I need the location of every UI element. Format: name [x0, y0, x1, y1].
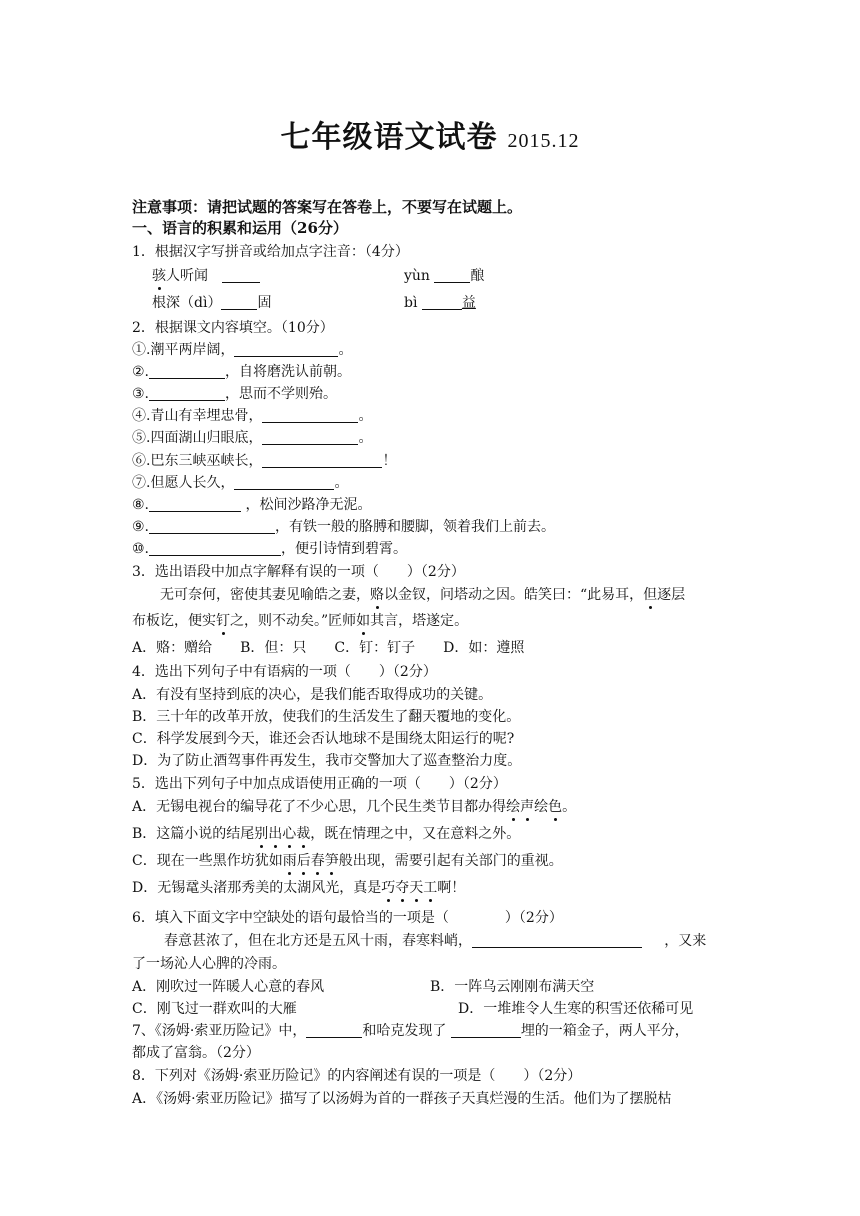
q2-item-4: ④.青山有幸埋忠骨， 。	[132, 408, 373, 424]
q3-stem: 3．选出语段中加点字解释有误的一项（ ）（2分）	[132, 564, 465, 580]
q5-option-c: C．现在一些黑作坊犹如雨后春笋般出现，需要引起有关部门的重视。	[132, 853, 563, 869]
q7-line-1: 7、《汤姆·索亚历险记》中， 和哈克发现了 埋的一箱金子，两人平分，	[132, 1023, 689, 1039]
q1-b-pinyin: yùn	[404, 268, 430, 284]
q2-item-2: ②. ，自将磨洗认前朝。	[132, 364, 352, 380]
q6-passage-2: 了一场沁人心脾的冷雨。	[132, 956, 286, 972]
q1-b-char: 酿	[470, 268, 485, 284]
q6-option-c: C．刚飞过一群欢叫的大雁	[132, 1001, 297, 1017]
q8-stem: 8．下列对《汤姆·索亚历险记》的内容阐述有误的一项是（ ）（2分）	[132, 1068, 582, 1084]
title-main: 七年级语文试卷	[280, 120, 498, 155]
q5-option-d: D．无锡鼋头渚那秀美的太湖风光，真是巧夺天工啊！	[132, 880, 466, 896]
q1-d	[404, 293, 860, 313]
q1-d-char: 益	[461, 295, 476, 311]
q6-option-a: A．刚吹过一阵暖人心意的春风	[132, 979, 325, 995]
q5-stem: 5．选出下列句子中加点成语使用正确的一项（ ）（2分）	[132, 776, 507, 792]
q6-passage-1: 春意甚浓了，但在北方还是五风十雨，春寒料峭， ，又来	[164, 933, 707, 949]
q4-stem: 4．选出下列句子中有语病的一项（ ）（2分）	[132, 664, 437, 680]
q1-a-word: 骇人听闻	[152, 268, 208, 284]
q1-d-blank	[422, 294, 462, 310]
q5-option-b: B．这篇小说的结尾别出心裁，既在情理之中，又在意料之外。	[132, 826, 521, 842]
q1-a-blank	[222, 267, 260, 283]
q2-item-10: ⑩. ，便引诗情到碧霄。	[132, 541, 408, 557]
q1-b-blank	[434, 267, 470, 283]
q1-c-char: 固	[257, 295, 272, 311]
q1-c-blank	[221, 294, 257, 310]
q1-b	[404, 266, 860, 286]
title-date: 2015.12	[507, 130, 580, 152]
q8-option-a: A．《汤姆·索亚历险记》描写了以汤姆为首的一群孩子天真烂漫的生活。他们为了摆脱枯	[132, 1091, 672, 1107]
q1-stem: 1．根据汉字写拼音或给加点字注音：（4分）	[132, 244, 409, 260]
q2-item-9: ⑨. ，有铁一般的胳膊和腰脚，领着我们上前去。	[132, 519, 556, 535]
q7-line-2: 都成了富翁。（2分）	[132, 1045, 260, 1061]
q3-passage-1: 无可奈何，密使其妻见喻皓之妻，赂以金钗，问塔动之因。皓笑曰：“此易耳，但逐层	[160, 587, 686, 603]
q2-item-7: ⑦.但愿人长久， 。	[132, 475, 349, 491]
q4-option-a: A．有没有坚持到底的决心，是我们能否取得成功的关键。	[132, 687, 493, 703]
q2-item-3: ③. ，思而不学则殆。	[132, 386, 338, 402]
q2-item-5: ⑤.四面湖山归眼底， 。	[132, 430, 373, 446]
q4-option-c: C．科学发展到今天，谁还会否认地球不是围绕太阳运行的呢?	[132, 731, 515, 747]
q4-option-d: D．为了防止酒驾事件再发生，我市交警加大了巡查整治力度。	[132, 753, 522, 769]
q6-option-b: B．一阵乌云刚刚布满天空	[430, 979, 595, 995]
q2-item-1: ①.潮平两岸阔， 。	[132, 342, 353, 358]
q3-passage-2: 布板讫，便实钉之，则不动矣。”匠师如其言，塔遂定。	[132, 613, 469, 629]
q6-option-d: D．一堆堆令人生寒的积雪还依稀可见	[458, 1001, 694, 1017]
exam-title	[0, 112, 860, 156]
q2-item-6: ⑥.巴东三峡巫峡长， ！	[132, 453, 397, 469]
q2-item-8: ⑧. ，松间沙路净无泥。	[132, 497, 372, 513]
q2-stem: 2．根据课文内容填空。（10分）	[132, 320, 334, 336]
q6-stem: 6．填入下面文字中空缺处的语句最恰当的一项是（ ）（2分）	[132, 910, 563, 926]
q4-option-b: B．三十年的改革开放，使我们的生活发生了翻天覆地的变化。	[132, 709, 521, 725]
q1-d-pinyin: bì	[404, 295, 418, 311]
q5-option-a: A．无锡电视台的编导花了不少心思，几个民生类节目都办得绘声绘色。	[132, 799, 577, 815]
q1-c-word: 根深（dì）	[152, 295, 222, 311]
section-1-heading: 一、语言的积累和运用（26分）	[132, 219, 348, 237]
q3-options: A．赂：赠给 B．但：只 C．钉：钉子 D．如：遵照	[132, 640, 525, 656]
notice: 注意事项：请把试题的答案写在答卷上，不要写在试题上。	[132, 198, 523, 216]
